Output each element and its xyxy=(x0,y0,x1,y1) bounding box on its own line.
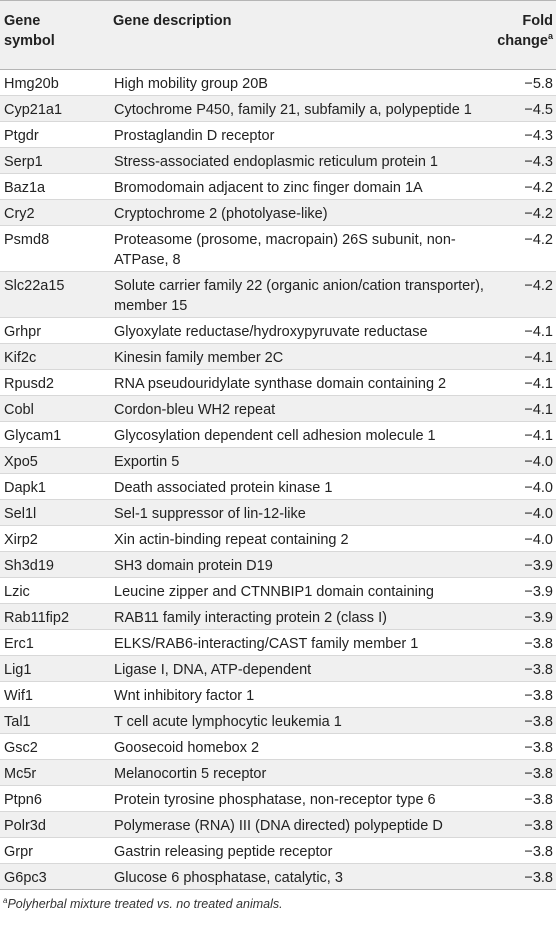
table-row xyxy=(0,70,556,96)
gene-symbol-cell: Lzic xyxy=(0,578,113,604)
table-row xyxy=(0,448,556,474)
gene-description-cell: Glyoxylate reductase/hydroxypyruvate reductase xyxy=(113,318,486,344)
gene-description-cell: ELKS/RAB6-interacting/CAST family member 1 xyxy=(113,630,486,656)
gene-symbol-cell: Hmg20b xyxy=(0,70,113,96)
fold-change-cell: −4.1 xyxy=(486,344,556,370)
header-fold-line2: change xyxy=(497,33,548,49)
fold-change-cell: −3.8 xyxy=(486,786,556,812)
fold-change-cell: −4.1 xyxy=(486,318,556,344)
fold-change-cell: −3.8 xyxy=(486,656,556,682)
fold-change-cell: −3.8 xyxy=(486,760,556,786)
gene-description-cell: Ligase I, DNA, ATP-dependent xyxy=(113,656,486,682)
fold-change-cell: −3.8 xyxy=(486,630,556,656)
header-fold-line1: Fold xyxy=(522,13,553,29)
gene-symbol-cell: Grpr xyxy=(0,838,113,864)
header-row xyxy=(0,1,556,70)
gene-description-cell: Cordon-bleu WH2 repeat xyxy=(113,396,486,422)
gene-description-cell: Cytochrome P450, family 21, subfamily a, polypeptide 1 xyxy=(113,96,486,122)
table-row xyxy=(0,370,556,396)
table-row xyxy=(0,148,556,174)
gene-symbol-cell: Baz1a xyxy=(0,174,113,200)
table-row xyxy=(0,526,556,552)
fold-change-cell: −4.2 xyxy=(486,226,556,272)
gene-description-cell: Bromodomain adjacent to zinc finger domain 1A xyxy=(113,174,486,200)
gene-symbol-cell: Gsc2 xyxy=(0,734,113,760)
header-gene-symbol xyxy=(0,1,113,70)
gene-symbol-cell: Sel1l xyxy=(0,500,113,526)
gene-description-cell: Goosecoid homebox 2 xyxy=(113,734,486,760)
gene-description-cell: Stress-associated endoplasmic reticulum protein 1 xyxy=(113,148,486,174)
fold-change-cell: −4.5 xyxy=(486,96,556,122)
gene-symbol-cell: Sh3d19 xyxy=(0,552,113,578)
gene-description-cell: SH3 domain protein D19 xyxy=(113,552,486,578)
table-row xyxy=(0,734,556,760)
table-row xyxy=(0,708,556,734)
fold-change-cell: −4.1 xyxy=(486,396,556,422)
table-row xyxy=(0,578,556,604)
table-row xyxy=(0,272,556,318)
table-body xyxy=(0,70,556,890)
gene-symbol-cell: Rab11fip2 xyxy=(0,604,113,630)
gene-symbol-cell: Serp1 xyxy=(0,148,113,174)
fold-change-cell: −3.8 xyxy=(486,864,556,890)
gene-symbol-cell: Cry2 xyxy=(0,200,113,226)
table-row xyxy=(0,812,556,838)
gene-description-cell: T cell acute lymphocytic leukemia 1 xyxy=(113,708,486,734)
table-row xyxy=(0,630,556,656)
gene-description-cell: Exportin 5 xyxy=(113,448,486,474)
table-row xyxy=(0,864,556,890)
gene-symbol-cell: Ptpn6 xyxy=(0,786,113,812)
header-gene-symbol-line1: Gene xyxy=(4,13,41,29)
footnote-marker: a xyxy=(3,895,8,905)
gene-description-cell: Glucose 6 phosphatase, catalytic, 3 xyxy=(113,864,486,890)
gene-symbol-cell: G6pc3 xyxy=(0,864,113,890)
gene-description-cell: Kinesin family member 2C xyxy=(113,344,486,370)
table-row xyxy=(0,760,556,786)
gene-description-cell: Death associated protein kinase 1 xyxy=(113,474,486,500)
fold-change-cell: −3.9 xyxy=(486,552,556,578)
table-row xyxy=(0,838,556,864)
gene-description-cell: Polymerase (RNA) III (DNA directed) polypeptide D xyxy=(113,812,486,838)
fold-change-cell: −3.8 xyxy=(486,812,556,838)
table-row xyxy=(0,226,556,272)
gene-description-cell: Leucine zipper and CTNNBIP1 domain containing xyxy=(113,578,486,604)
gene-symbol-cell: Lig1 xyxy=(0,656,113,682)
fold-change-cell: −3.8 xyxy=(486,734,556,760)
fold-change-cell: −4.1 xyxy=(486,370,556,396)
gene-symbol-cell: Dapk1 xyxy=(0,474,113,500)
table-row xyxy=(0,500,556,526)
gene-description-cell: Protein tyrosine phosphatase, non-receptor type 6 xyxy=(113,786,486,812)
fold-change-cell: −3.8 xyxy=(486,708,556,734)
table-header xyxy=(0,1,556,70)
gene-symbol-cell: Xirp2 xyxy=(0,526,113,552)
fold-change-cell: −4.3 xyxy=(486,122,556,148)
table-row xyxy=(0,604,556,630)
gene-symbol-cell: Erc1 xyxy=(0,630,113,656)
gene-symbol-cell: Ptgdr xyxy=(0,122,113,148)
table-row xyxy=(0,200,556,226)
fold-change-cell: −4.1 xyxy=(486,422,556,448)
gene-symbol-cell: Cyp21a1 xyxy=(0,96,113,122)
table-row xyxy=(0,786,556,812)
gene-description-cell: Melanocortin 5 receptor xyxy=(113,760,486,786)
fold-change-cell: −3.8 xyxy=(486,682,556,708)
gene-symbol-cell: Xpo5 xyxy=(0,448,113,474)
gene-description-cell: Sel-1 suppressor of lin-12-like xyxy=(113,500,486,526)
gene-symbol-cell: Kif2c xyxy=(0,344,113,370)
fold-change-cell: −4.0 xyxy=(486,474,556,500)
gene-symbol-cell: Glycam1 xyxy=(0,422,113,448)
gene-symbol-cell: Mc5r xyxy=(0,760,113,786)
gene-description-cell: RAB11 family interacting protein 2 (class I) xyxy=(113,604,486,630)
table-row xyxy=(0,96,556,122)
table-row xyxy=(0,474,556,500)
fold-change-cell: −3.8 xyxy=(486,838,556,864)
table-row xyxy=(0,396,556,422)
fold-change-cell: −3.9 xyxy=(486,604,556,630)
header-gene-symbol-line2: symbol xyxy=(4,33,55,49)
fold-change-cell: −3.9 xyxy=(486,578,556,604)
gene-symbol-cell: Polr3d xyxy=(0,812,113,838)
table-row xyxy=(0,174,556,200)
fold-change-cell: −4.2 xyxy=(486,174,556,200)
gene-description-cell: Solute carrier family 22 (organic anion/cation transporter), member 15 xyxy=(113,272,486,318)
fold-change-cell: −4.0 xyxy=(486,500,556,526)
table-row xyxy=(0,552,556,578)
fold-change-cell: −4.0 xyxy=(486,526,556,552)
fold-change-cell: −4.2 xyxy=(486,272,556,318)
table-row xyxy=(0,656,556,682)
gene-description-cell: Gastrin releasing peptide receptor xyxy=(113,838,486,864)
gene-symbol-cell: Psmd8 xyxy=(0,226,113,272)
gene-description-cell: RNA pseudouridylate synthase domain containing 2 xyxy=(113,370,486,396)
gene-description-cell: Glycosylation dependent cell adhesion molecule 1 xyxy=(113,422,486,448)
gene-description-cell: Cryptochrome 2 (photolyase-like) xyxy=(113,200,486,226)
gene-symbol-cell: Wif1 xyxy=(0,682,113,708)
table-row xyxy=(0,682,556,708)
gene-description-cell: Prostaglandin D receptor xyxy=(113,122,486,148)
fold-change-cell: −4.3 xyxy=(486,148,556,174)
footnote-text: Polyherbal mixture treated vs. no treated animals. xyxy=(7,897,283,911)
gene-description-cell: Xin actin-binding repeat containing 2 xyxy=(113,526,486,552)
gene-symbol-cell: Slc22a15 xyxy=(0,272,113,318)
gene-description-cell: Wnt inhibitory factor 1 xyxy=(113,682,486,708)
header-fold-footnote-marker: a xyxy=(547,31,553,42)
table-footnote xyxy=(3,897,283,911)
fold-change-cell: −5.8 xyxy=(486,70,556,96)
header-fold-change xyxy=(486,1,556,70)
gene-description-cell: High mobility group 20B xyxy=(113,70,486,96)
table-row xyxy=(0,122,556,148)
fold-change-cell: −4.0 xyxy=(486,448,556,474)
fold-change-cell: −4.2 xyxy=(486,200,556,226)
gene-symbol-cell: Rpusd2 xyxy=(0,370,113,396)
header-gene-description: Gene description xyxy=(113,1,486,70)
table-row xyxy=(0,318,556,344)
table-row xyxy=(0,344,556,370)
gene-symbol-cell: Grhpr xyxy=(0,318,113,344)
gene-description-cell: Proteasome (prosome, macropain) 26S subunit, non-ATPase, 8 xyxy=(113,226,486,272)
gene-symbol-cell: Tal1 xyxy=(0,708,113,734)
gene-symbol-cell: Cobl xyxy=(0,396,113,422)
table-row xyxy=(0,422,556,448)
